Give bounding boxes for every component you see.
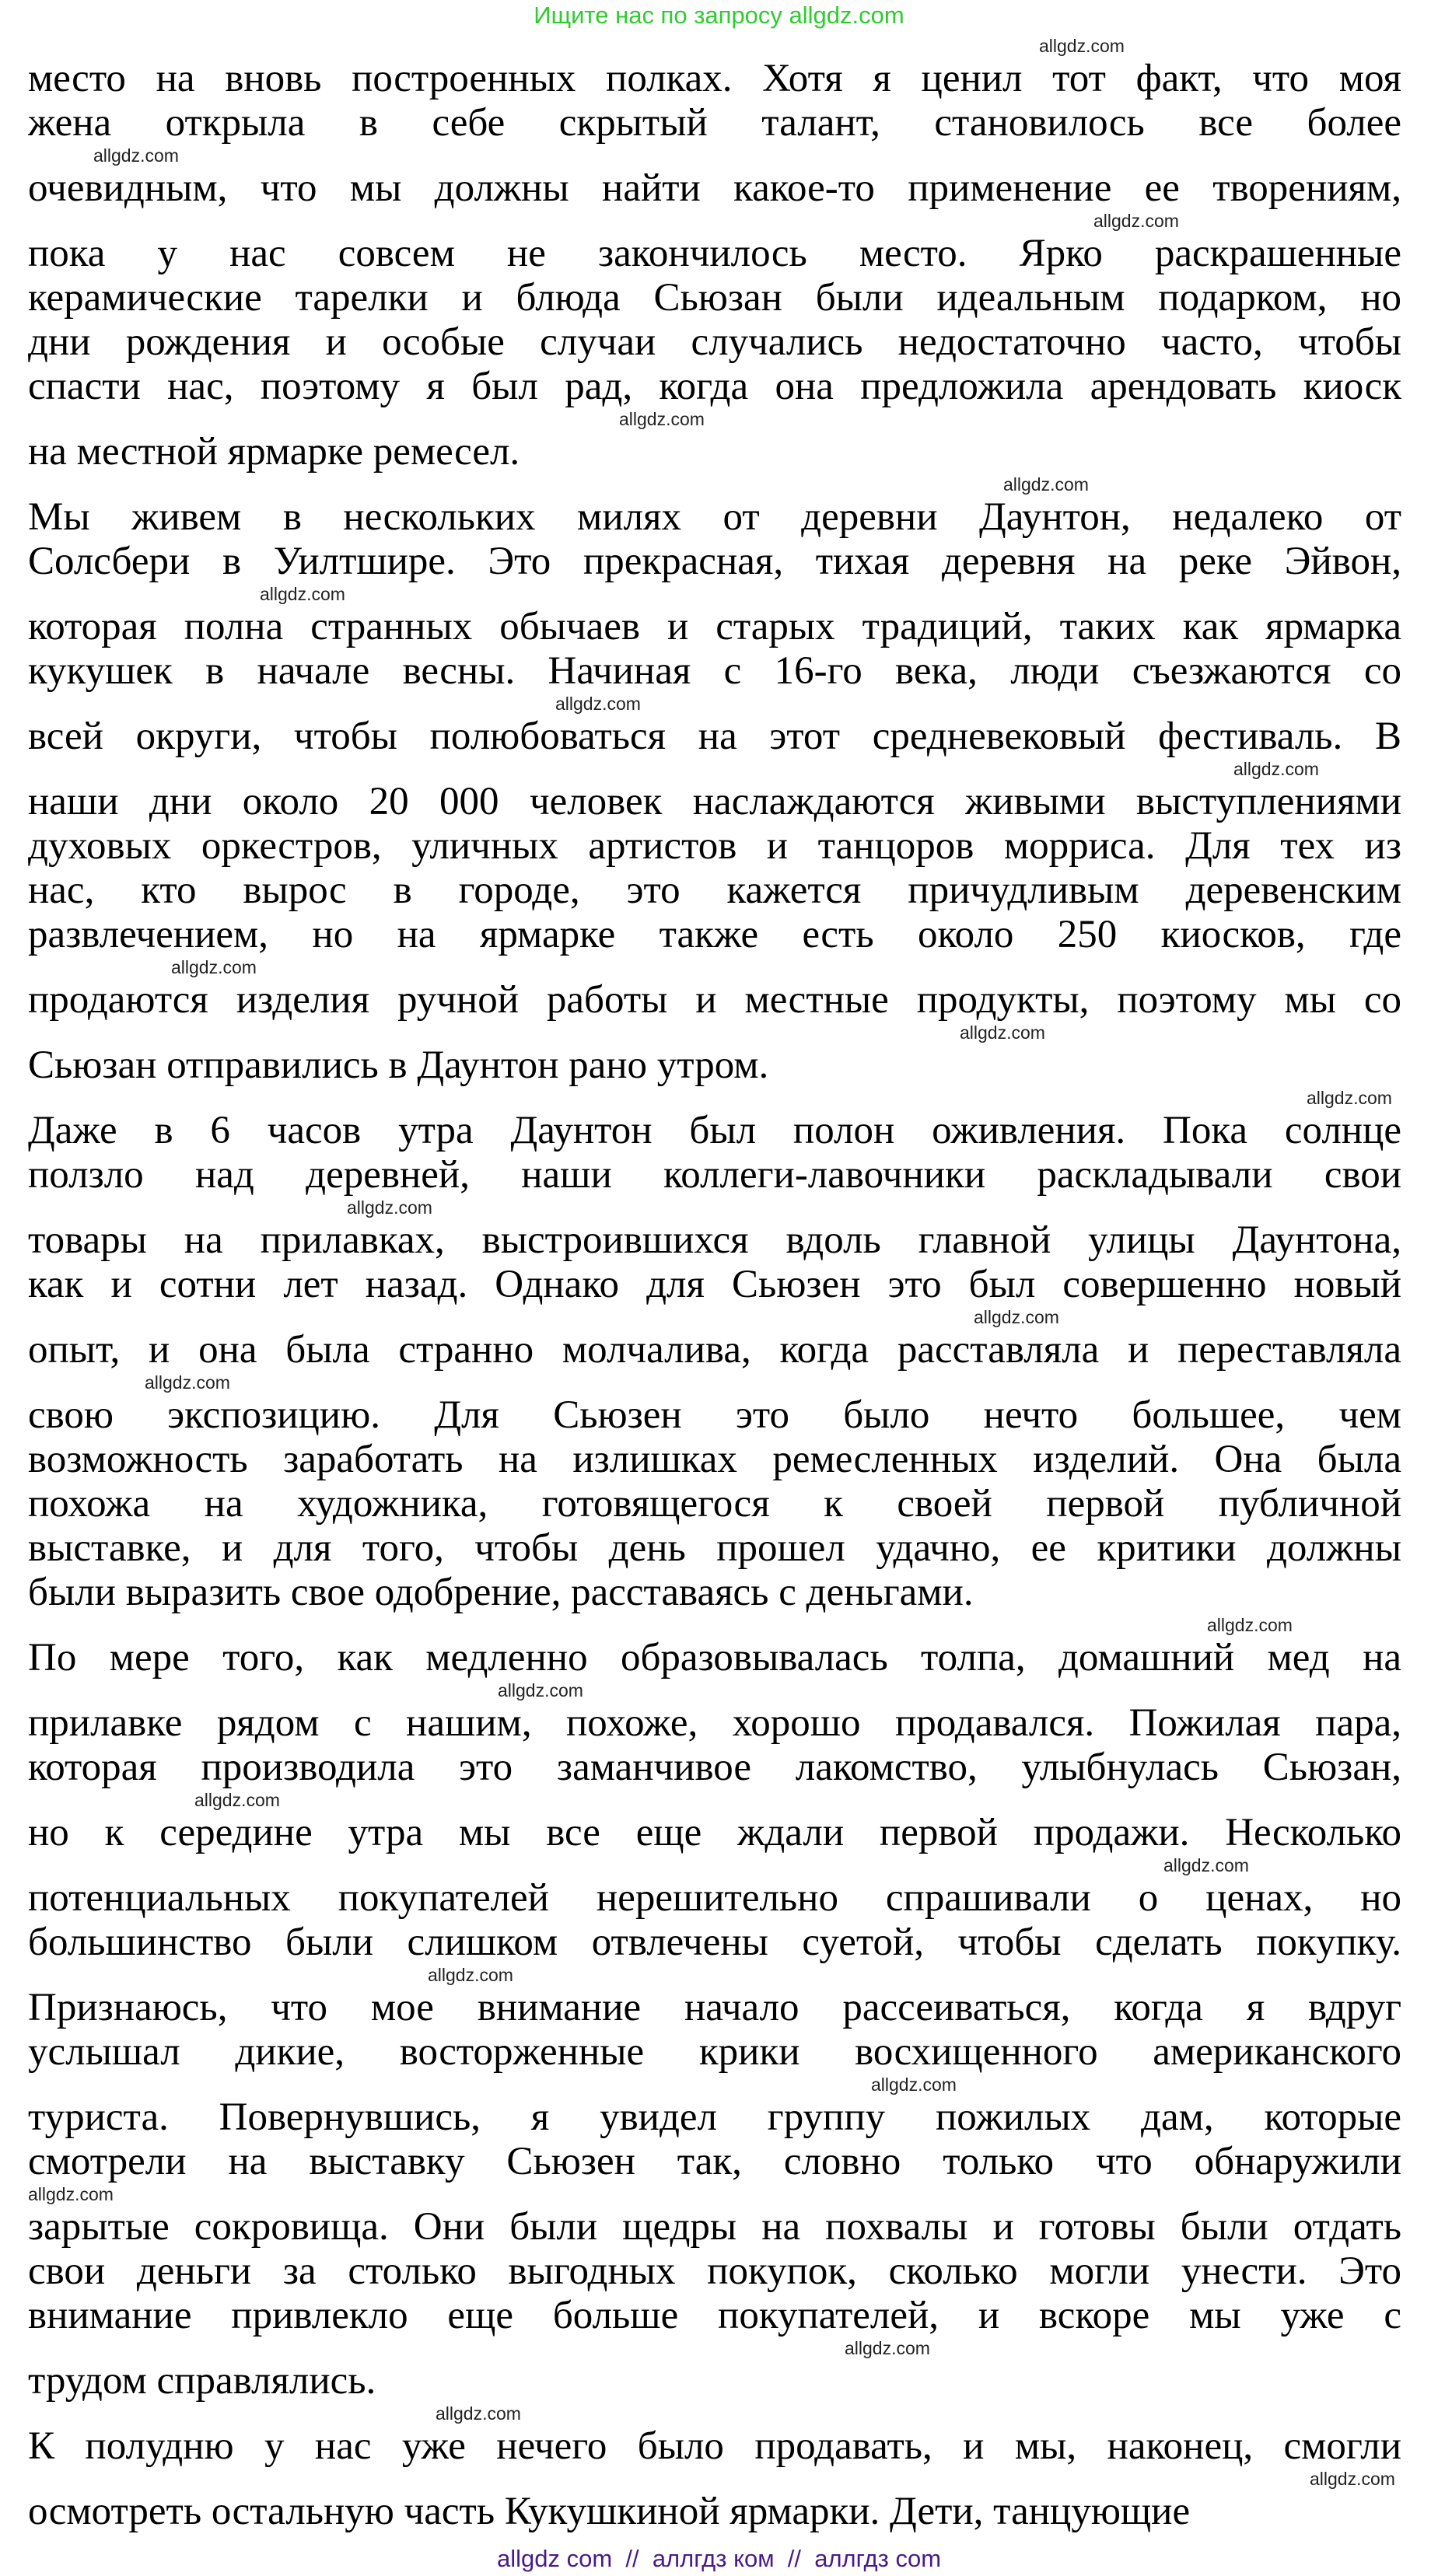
watermark-text: allgdz.com <box>1207 1615 1293 1635</box>
watermark-text: allgdz.com <box>1003 474 1089 495</box>
text-line: продаются изделия ручной работы и местные продукты, поэтому мы со <box>28 978 1401 1022</box>
text-line: услышал дикие, восторженные крики восхищенного американского <box>28 2030 1401 2074</box>
footer-banner: allgdz com // аллгдз ком // аллгдз com <box>496 2545 942 2572</box>
text-line: похожа на художника, готовящегося к своей первой публичной <box>28 1482 1401 1526</box>
text-line: Мы живем в нескольких милях от деревни Даунтон, недалеко от <box>28 495 1401 539</box>
watermark-text: allgdz.com <box>1093 211 1179 231</box>
watermark-row <box>28 1372 1401 1393</box>
watermark-text: allgdz.com <box>555 694 641 714</box>
text-line: на местной ярмарке ремесел. <box>28 430 520 474</box>
text-line: Сьюзан отправились в Даунтон рано утром. <box>28 1043 769 1087</box>
text-line: были выразить свое одобрение, расставаясь с деньгами. <box>28 1571 974 1614</box>
watermark-text: allgdz.com <box>1310 2469 1395 2489</box>
text-line: духовых оркестров, уличных артистов и танцоров морриса. Для тех из <box>28 824 1401 868</box>
watermark-row <box>28 145 1401 166</box>
text-line: развлечением, но на ярмарке также есть около 250 киосков, где <box>28 913 1401 956</box>
watermark-text: allgdz.com <box>28 2184 114 2204</box>
watermark-row <box>28 409 1401 430</box>
watermark-text: allgdz.com <box>1307 1088 1392 1108</box>
text-line: свою экспозицию. Для Сьюзен это было нечто большее, чем <box>28 1393 1401 1437</box>
text-line: жена открыла в себе скрытый талант, становилось все более <box>28 101 1401 145</box>
text-line: ползло над деревней, наши коллеги-лавочники раскладывали свои <box>28 1153 1401 1197</box>
text-line: выставке, и для того, чтобы день прошел удачно, ее критики должны <box>28 1526 1401 1570</box>
text-line: смотрели на выставку Сьюзен так, словно только что обнаружили <box>28 2140 1401 2183</box>
watermark-row <box>28 1680 1401 1701</box>
text-line: возможность заработать на излишках ремесленных изделий. Она была <box>28 1438 1401 1481</box>
watermark-text: allgdz.com <box>1039 36 1125 56</box>
text-line: К полудню у нас уже нечего было продавать, и мы, наконец, смогли <box>28 2424 1401 2468</box>
watermark-text: allgdz.com <box>171 957 257 977</box>
watermark-row <box>28 1965 1401 1986</box>
text-line: место на вновь построенных полках. Хотя я ценил тот факт, что моя <box>28 57 1401 100</box>
text-line: потенциальных покупателей нерешительно спрашивали о ценах, но <box>28 1876 1401 1920</box>
watermark-row <box>28 957 1401 978</box>
text-line: спасти нас, поэтому я был рад, когда она предложила арендовать киоск <box>28 365 1401 408</box>
text-line: большинство были слишком отвлечены суетой, чтобы сделать покупку. <box>28 1921 1401 1964</box>
watermark-text: allgdz.com <box>960 1022 1045 1043</box>
watermark-row <box>28 1615 1401 1636</box>
text-line: наши дни около 20 000 человек наслаждаются живыми выступлениями <box>28 780 1401 823</box>
watermark-text: allgdz.com <box>260 584 345 604</box>
text-line: всей округи, чтобы полюбоваться на этот средневековый фестиваль. В <box>28 715 1401 758</box>
text-line: трудом справлялись. <box>28 2359 376 2403</box>
text-line: дни рождения и особые случаи случались недостаточно часто, чтобы <box>28 320 1401 364</box>
watermark-row <box>28 2074 1401 2095</box>
text-line: осмотреть остальную часть Кукушкиной ярмарки. Дети, танцующие <box>28 2490 1191 2533</box>
text-line: Солсбери в Уилтшире. Это прекрасная, тихая деревня на реке Эйвон, <box>28 540 1401 583</box>
watermark-text: allgdz.com <box>974 1307 1059 1327</box>
watermark-text: allgdz.com <box>1163 1855 1249 1875</box>
document-body <box>28 36 1401 2534</box>
watermark-row <box>28 2338 1401 2359</box>
text-line: туриста. Повернувшись, я увидел группу пожилых дам, которые <box>28 2095 1401 2139</box>
text-line: опыт, и она была странно молчалива, когда расставляла и переставляла <box>28 1328 1401 1372</box>
watermark-text: allgdz.com <box>619 409 705 429</box>
text-line: Даже в 6 часов утра Даунтон был полон оживления. Пока солнце <box>28 1109 1401 1152</box>
watermark-row <box>28 694 1401 715</box>
text-line: прилавке рядом с нашим, похоже, хорошо продавался. Пожилая пара, <box>28 1701 1401 1745</box>
text-line: которая полна странных обычаев и старых традиций, таких как ярмарка <box>28 605 1401 648</box>
watermark-row <box>28 1790 1401 1811</box>
text-line: но к середине утра мы все еще ждали первой продажи. Несколько <box>28 1811 1401 1854</box>
watermark-text: allgdz.com <box>145 1372 230 1393</box>
watermark-text: allgdz.com <box>428 1965 513 1985</box>
watermark-row <box>28 759 1401 780</box>
text-line: зарытые сокровища. Они были щедры на похвалы и готовы были отдать <box>28 2205 1401 2249</box>
watermark-text: allgdz.com <box>1233 759 1319 779</box>
search-banner: Ищите нас по запросу allgdz.com <box>534 2 904 29</box>
watermark-row <box>28 584 1401 605</box>
watermark-row <box>28 2469 1401 2490</box>
watermark-row <box>28 1855 1401 1876</box>
watermark-row <box>28 211 1401 232</box>
text-line: Признаюсь, что мое внимание начало рассеиваться, когда я вдруг <box>28 1986 1401 2029</box>
watermark-row <box>28 1197 1401 1218</box>
watermark-row <box>28 2403 1401 2424</box>
watermark-row <box>28 1088 1401 1109</box>
text-line: как и сотни лет назад. Однако для Сьюзен это был совершенно новый <box>28 1263 1401 1306</box>
text-line: товары на прилавках, выстроившихся вдоль главной улицы Даунтона, <box>28 1218 1401 1262</box>
watermark-text: allgdz.com <box>194 1790 280 1810</box>
text-line: свои деньги за столько выгодных покупок, сколько могли унести. Это <box>28 2249 1401 2293</box>
text-line: керамические тарелки и блюда Сьюзан были идеальным подарком, но <box>28 276 1401 320</box>
watermark-row <box>28 1307 1401 1328</box>
watermark-text: allgdz.com <box>347 1197 432 1218</box>
text-line: кукушек в начале весны. Начиная с 16-го века, люди съезжаются со <box>28 649 1401 693</box>
text-line: нас, кто вырос в городе, это кажется причудливым деревенским <box>28 869 1401 912</box>
watermark-row <box>28 2184 1401 2205</box>
text-line: внимание привлекло еще больше покупателей, и вскоре мы уже с <box>28 2294 1401 2337</box>
text-line: По мере того, как медленно образовывалась толпа, домашний мед на <box>28 1636 1401 1679</box>
watermark-text: allgdz.com <box>498 1680 583 1700</box>
watermark-text: allgdz.com <box>871 2074 957 2095</box>
watermark-text: allgdz.com <box>436 2403 521 2424</box>
watermark-row <box>28 1022 1401 1043</box>
watermark-row <box>28 474 1401 495</box>
watermark-text: allgdz.com <box>93 145 179 166</box>
watermark-row <box>28 36 1401 57</box>
text-line: которая производила это заманчивое лакомство, улыбнулась Сьюзан, <box>28 1746 1401 1789</box>
text-line: очевидным, что мы должны найти какое-то применение ее творениям, <box>28 166 1401 210</box>
text-line: пока у нас совсем не закончилось место. Ярко раскрашенные <box>28 232 1401 275</box>
watermark-text: allgdz.com <box>845 2338 930 2358</box>
